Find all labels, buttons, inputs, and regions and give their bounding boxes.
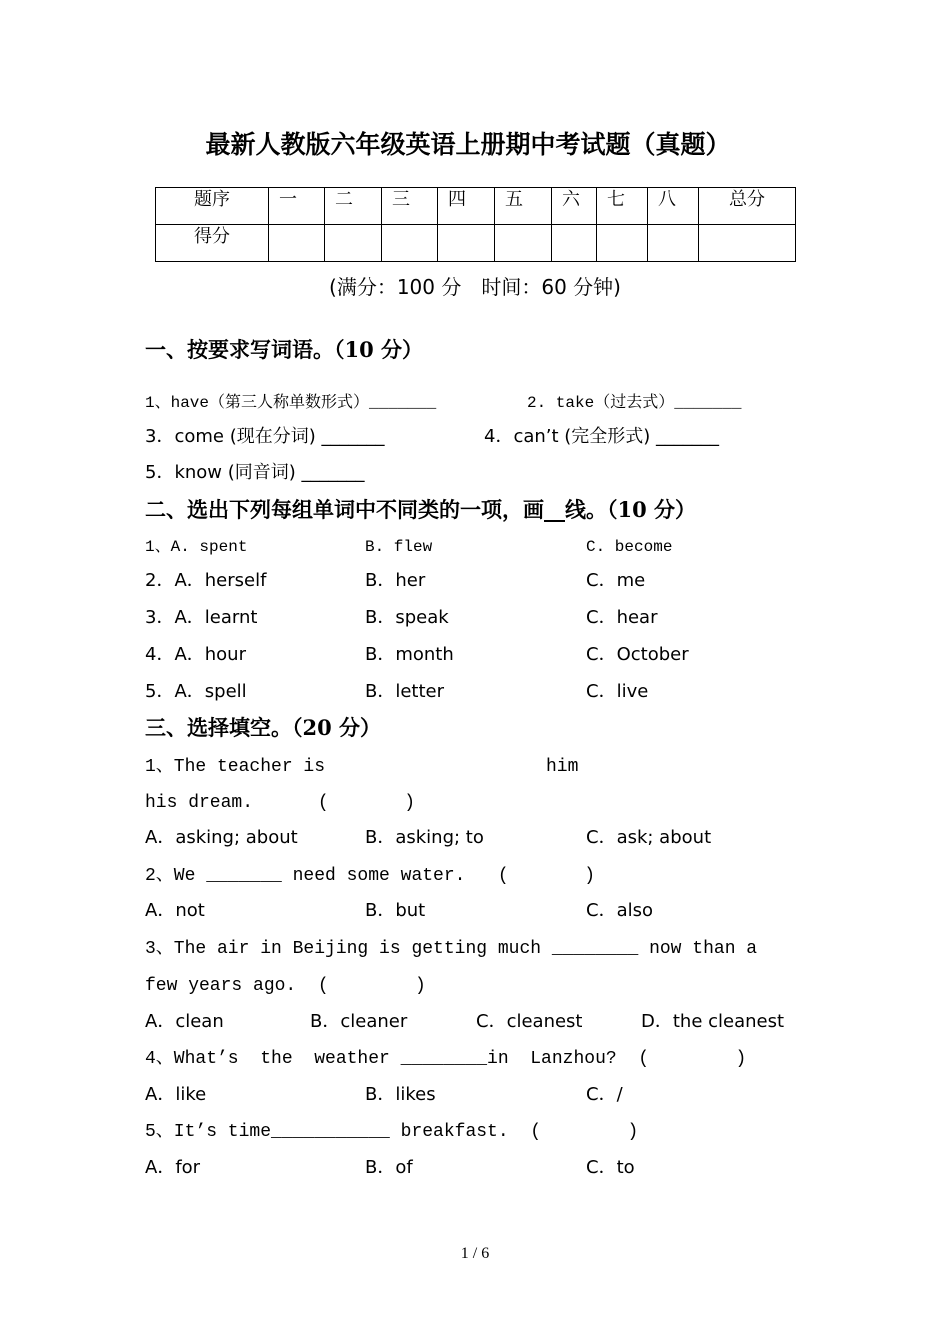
score-cell-part-2 [325,225,382,262]
section3-q1-option-c: C．ask; about [586,827,712,848]
score-table-score-row [156,225,796,262]
section2-q1-option-b: B. flew [365,538,433,556]
section2-heading: 二、选出下列每组单词中不同类的一项，画__线。（10 分） [145,497,697,522]
section3-q3-option-b: B．cleaner [310,1011,408,1032]
section2-q4-option-b: B．month [365,644,454,665]
table-header-total: 总分 [699,188,796,225]
section2-q3-option-a: 3．A．learnt [145,607,258,628]
table-header-part-1: 一 [269,188,325,225]
score-cell-part-6 [552,225,597,262]
score-cell-part-8 [648,225,699,262]
section3-q4-stem: 4、What’s the weather ________in Lanzhou? ( ) [145,1049,747,1069]
section3-q4-option-b: B．likes [365,1084,436,1105]
section3-q5-option-a: A．for [145,1157,201,1178]
section3-q2-option-c: C．also [586,900,653,921]
section3-q1-stem-line2: his dream. ( ) [145,793,416,813]
table-header-index: 题序 [156,188,269,225]
section1-item-2: 2. take（过去式）_______ [527,394,742,412]
table-header-part-2: 二 [325,188,382,225]
section3-q1-stem: 1、The teacher is [145,757,326,777]
section2-q5-option-c: C．live [586,681,649,702]
section3-q1-option-b: B．asking; to [365,827,484,848]
section3-q3-option-c: C．cleanest [476,1011,583,1032]
table-header-part-3: 三 [382,188,438,225]
section3-q2-option-a: A．not [145,900,205,921]
table-header-part-4: 四 [438,188,495,225]
score-row-label: 得分 [156,225,269,262]
score-cell-total [699,225,796,262]
section3-q3-stem-line2: few years ago. ( ) [145,976,426,996]
section1-item-1: 1、have（第三人称单数形式）_______ [145,394,437,412]
table-header-part-8: 八 [648,188,699,225]
table-header-part-7: 七 [597,188,648,225]
section2-q5-option-a: 5．A．spell [145,681,247,702]
section3-q5-option-b: B．of [365,1157,413,1178]
score-cell-part-3 [382,225,438,262]
section3-q5-stem: 5、It’s time___________ breakfast. ( ) [145,1122,639,1142]
section3-heading: 三、选择填空。（20 分） [145,715,382,740]
section3-q1-option-a: A．asking; about [145,827,298,848]
section1-item-3: 3．come (现在分词) _______ [145,426,385,447]
section2-q2-option-b: B．her [365,570,426,591]
section3-q3-stem: 3、The air in Beijing is getting much ________ now than a [145,939,758,959]
score-cell-part-7 [597,225,648,262]
section3-q5-option-c: C．to [586,1157,635,1178]
section3-q2-stem: 2、We _______ need some water. ( ) [145,866,596,886]
section2-q5-option-b: B．letter [365,681,445,702]
section3-q3-option-d: D．the cleanest [641,1011,785,1032]
table-header-part-5: 五 [495,188,552,225]
section1-heading: 一、按要求写词语。（10 分） [145,337,424,362]
section2-q1-option-c: C. become [586,538,673,556]
section3-q1-stem-end: him [546,757,579,777]
page-number: 1 / 6 [460,1245,490,1262]
exam-title: 最新人教版六年级英语上册期中考试题（真题） [205,130,731,159]
section3-q4-option-a: A．like [145,1084,207,1105]
exam-info: (满分：100 分 时间：60 分钟) [329,275,621,299]
section2-q1-option-a: 1、A. spent [145,538,248,556]
section2-q3-option-c: C．hear [586,607,658,628]
score-table [155,187,796,262]
score-cell-part-5 [495,225,552,262]
section2-q4-option-a: 4．A．hour [145,644,246,665]
score-cell-part-1 [269,225,325,262]
section2-q4-option-c: C．October [586,644,689,665]
section2-q2-option-c: C．me [586,570,646,591]
section3-q4-option-c: C．/ [586,1084,623,1105]
score-table-header-row [156,188,796,225]
section3-q3-option-a: A．clean [145,1011,224,1032]
section2-q3-option-b: B．speak [365,607,449,628]
score-cell-part-4 [438,225,495,262]
section2-q2-option-a: 2．A．herself [145,570,267,591]
section1-item-4: 4．can’t (完全形式) _______ [484,426,720,447]
section1-item-5: 5．know (同音词) _______ [145,462,365,483]
table-header-part-6: 六 [552,188,597,225]
section3-q2-option-b: B．but [365,900,426,921]
